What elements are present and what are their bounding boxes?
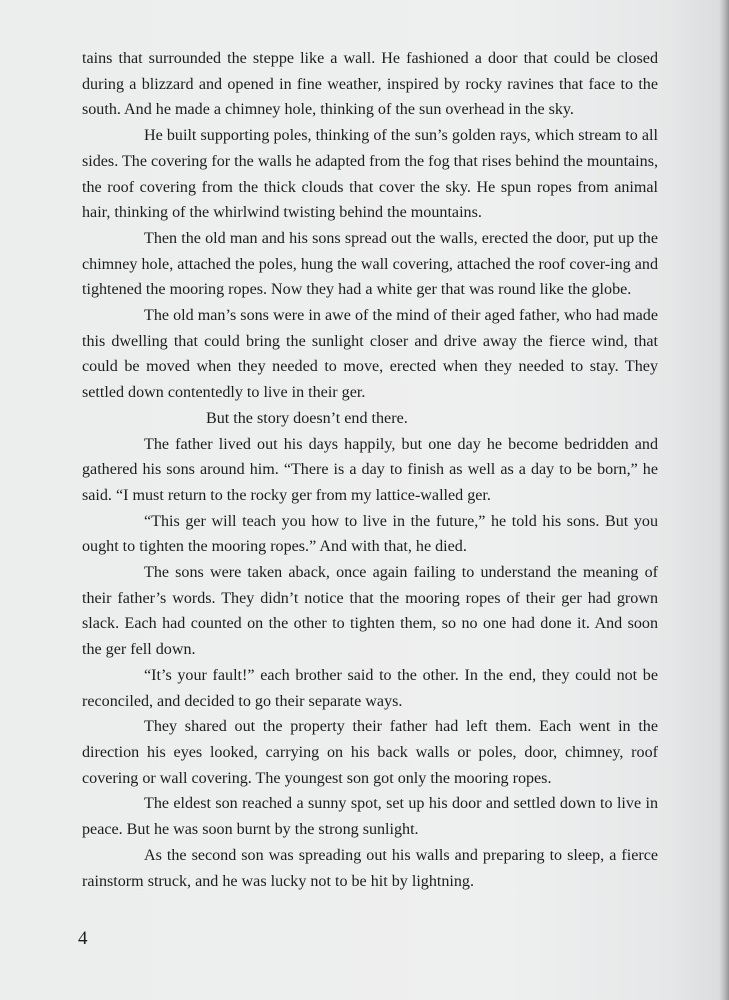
paragraph: “This ger will teach you how to live in the future,” he told his sons. But you ought to tighten the mooring ropes.” And with that, he died. bbox=[82, 512, 658, 556]
paragraph: The eldest son reached a sunny spot, set up his door and settled down to live in peace. But he was soon burnt by the strong sunlight. bbox=[82, 795, 658, 839]
story-text bbox=[82, 46, 658, 894]
paragraph: The sons were taken aback, once again failing to understand the meaning of their father’s words. They didn’t notice that the mooring ropes of their ger had grown slack. Each had counted on the other to tighten them, so no one had done it. And soon the ger fell down. bbox=[82, 564, 658, 659]
paragraph: But the story doesn’t end there. bbox=[206, 409, 408, 427]
page-binding-edge bbox=[719, 0, 729, 1000]
paragraph: The old man’s sons were in awe of the mind of their aged father, who had made this dwelling that could bring the sunlight closer and drive away the fierce wind, that could be moved when they needed to move, erected when they needed to stay. They settled down contentedly to live in their ger. bbox=[82, 307, 658, 402]
paragraph: tains that surrounded the steppe like a wall. He fashioned a door that could be closed during a blizzard and opened in fine weather, inspired by rocky ravines that face to the south. And he made a chimney hole, thinking of the sun overhead in the sky. bbox=[82, 50, 658, 119]
page-number: 4 bbox=[78, 928, 88, 949]
paragraph: The father lived out his days happily, but one day he become bedridden and gathered his sons around him. “There is a day to finish as well as a day to be born,” he said. “I must return to the rocky ger from my lattice-walled ger. bbox=[82, 435, 658, 504]
paragraph: Then the old man and his sons spread out the walls, erected the door, put up the chimney hole, attached the poles, hung the wall covering, attached the roof cover-ing and tightened the mooring ropes. Now they had a white ger that was round like the globe. bbox=[82, 229, 658, 299]
paragraph: They shared out the property their father had left them. Each went in the direction his eyes looked, carrying on his back walls or poles, door, chimney, roof covering or wall covering. The youngest son got only the mooring ropes. bbox=[82, 718, 658, 787]
paragraph: “It’s your fault!” each brother said to the other. In the end, they could not be reconciled, and decided to go their separate ways. bbox=[82, 666, 658, 710]
paragraph: As the second son was spreading out his walls and preparing to sleep, a fierce rainstorm struck, and he was lucky not to be hit by lightning. bbox=[82, 846, 658, 890]
paragraph: He built supporting poles, thinking of the sun’s golden rays, which stream to all sides. The covering for the walls he adapted from the fog that rises behind the mountains, the roof covering from the thick clouds that cover the sky. He spun ropes from animal hair, thinking of the whirlwind twisting behind the mountains. bbox=[82, 127, 658, 222]
